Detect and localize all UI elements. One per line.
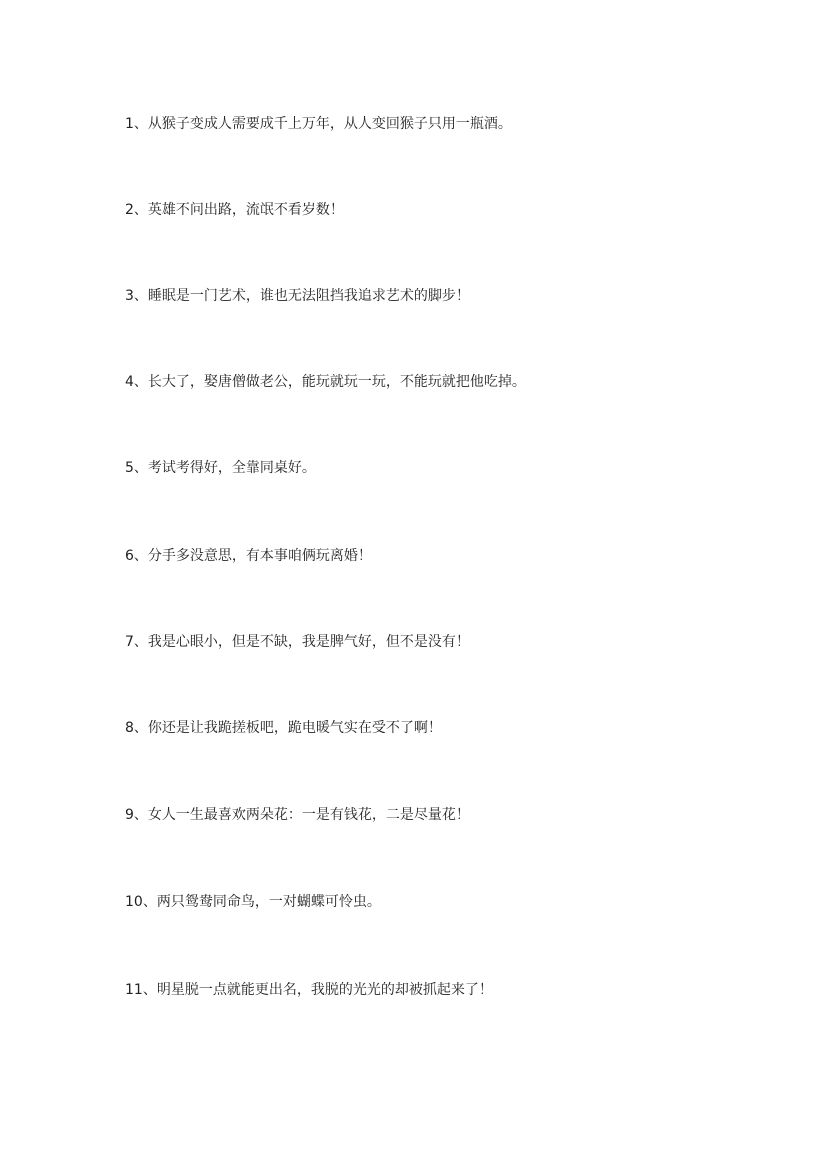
joke-line-3: 3、睡眠是一门艺术，谁也无法阻挡我追求艺术的脚步！: [125, 288, 470, 304]
joke-line-11: 11、明星脱一点就能更出名，我脱的光光的却被抓起来了！: [125, 982, 493, 998]
joke-line-10: 10、两只鸳鸯同命鸟，一对蝴蝶可怜虫。: [125, 894, 381, 910]
joke-line-9: 9、女人一生最喜欢两朵花：一是有钱花，二是尽量花！: [125, 807, 470, 823]
joke-line-6: 6、分手多没意思，有本事咱俩玩离婚！: [125, 548, 372, 564]
joke-line-4: 4、长大了，娶唐僧做老公，能玩就玩一玩，不能玩就把他吃掉。: [125, 374, 526, 390]
joke-line-1: 1、从猴子变成人需要成千上万年，从人变回猴子只用一瓶酒。: [125, 116, 512, 132]
joke-line-5: 5、考试考得好，全靠同桌好。: [125, 460, 316, 476]
joke-line-2: 2、英雄不问出路，流氓不看岁数！: [125, 202, 344, 218]
joke-line-8: 8、你还是让我跪搓板吧，跪电暖气实在受不了啊！: [125, 720, 442, 736]
joke-line-7: 7、我是心眼小，但是不缺，我是脾气好，但不是没有！: [125, 634, 470, 650]
